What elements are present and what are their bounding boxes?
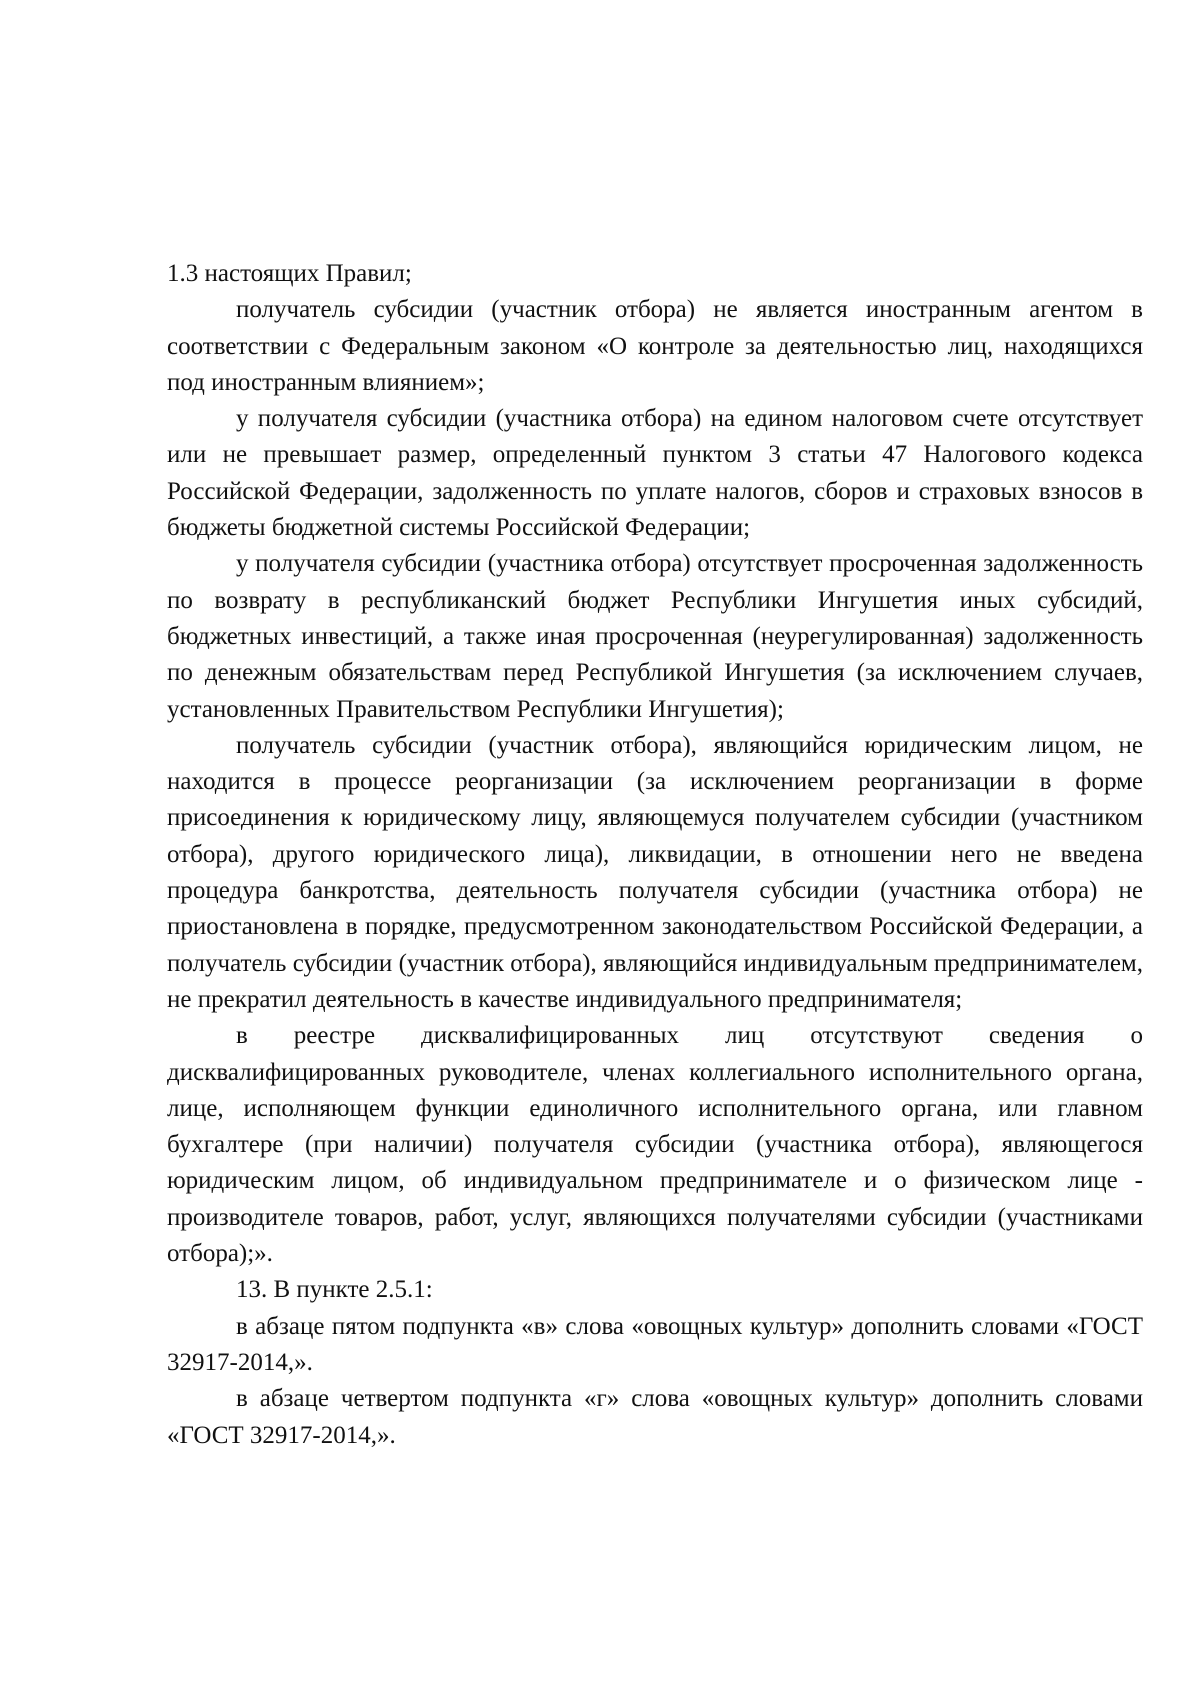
paragraph-reorganization: получатель субсидии (участник отбора), являющийся юридическим лицом, не находится в процессе реорганизации (за исключением реорганизации в форме присоединения к юридическому лицу, являющемуся получателем субсидии (участником отбора), другого юридического лица), ликвидации, в отношении него не введена процедура банкротства, деятельность получателя субсидии (участника отбора) не приостановлена в порядке, предусмотренном законодательством Российской Федерации, а получатель субсидии (участник отбора), являющийся индивидуальным предпринимателем, не прекратил деятельность в качестве индивидуального предпринимателя; — [167, 731, 1143, 1013]
paragraph-item-13: 13. В пункте 2.5.1: — [236, 1276, 433, 1304]
paragraph-subitem-g: в абзаце четвертом подпункта «г» слова «овощных культур» дополнить словами «ГОСТ 32917-2014,». — [167, 1385, 1143, 1449]
paragraph-overdue-debt: у получателя субсидии (участника отбора) отсутствует просроченная задолженность по возврату в республиканский бюджет Республики Ингушетия иных субсидий, бюджетных инвестиций, а также иная просроченная (неурегулированная) задолженность по денежным обязательствам перед Республикой Ингушетия (за исключением случаев, установленных Правительством Республики Ингушетия); — [167, 550, 1143, 723]
paragraph-disqualified-registry: в реестре дисквалифицированных лиц отсутствуют сведения о дисквалифицированных руководителе, членах коллегиального исполнительного органа, лице, исполняющем функции единоличного исполнительного органа, или главном бухгалтере (при наличии) получателя субсидии (участника отбора), являющегося юридическим лицом, об индивидуальном предпринимателе и о физическом лице - производителе товаров, работ, услуг, являющихся получателями субсидии (участниками отбора);». — [167, 1022, 1143, 1268]
paragraph-tax-debt: у получателя субсидии (участника отбора) на едином налоговом счете отсутствует или не превышает размер, определенный пунктом 3 статьи 47 Налогового кодекса Российской Федерации, задолженность по уплате налогов, сборов и страховых взносов в бюджеты бюджетной системы Российской Федерации; — [167, 405, 1143, 542]
paragraph-foreign-agent: получатель субсидии (участник отбора) не является иностранным агентом в соответствии с Федеральным законом «О контроле за деятельностью лиц, находящихся под иностранным влиянием»; — [167, 296, 1143, 396]
paragraph-continuation: 1.3 настоящих Правил; — [167, 260, 412, 287]
document-page — [167, 256, 1143, 1454]
paragraph-subitem-v: в абзаце пятом подпункта «в» слова «овощных культур» дополнить словами «ГОСТ 32917-2014,». — [167, 1312, 1143, 1376]
